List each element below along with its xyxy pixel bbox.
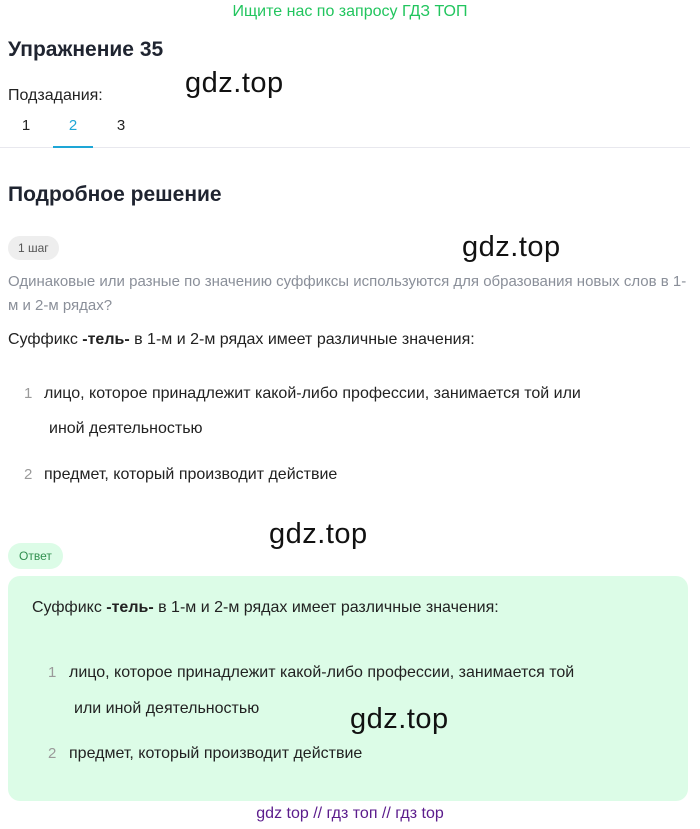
list-item-number: 2 (24, 466, 33, 483)
top-banner: Ищите нас по запросу ГДЗ ТОП (232, 3, 468, 20)
list-item-text: предмет, который производит действие (69, 745, 363, 762)
solution-paragraph (8, 328, 688, 352)
list-item-number: 1 (48, 664, 57, 681)
section-title: Подробное решение (8, 183, 222, 206)
answer-paragraph (32, 596, 672, 620)
exercise-title: Упражнение 35 (8, 38, 164, 61)
paragraph-prefix: Суффикс (32, 599, 107, 616)
watermark: gdz.top (350, 703, 449, 735)
suffix-highlight: -тель- (106, 599, 154, 616)
footer-text: gdz top // гдз топ // гдз top (256, 805, 444, 822)
watermark: gdz.top (185, 67, 284, 99)
paragraph-prefix: Суффикс (8, 331, 83, 348)
paragraph-rest: в 1-м и 2-м рядах имеет различные значения: (129, 331, 475, 348)
subtasks-label: Подзадания: (8, 87, 103, 104)
subtask-tab-1[interactable]: 1 (21, 117, 31, 134)
list-item-text: лицо, которое принадлежит какой-либо профессии, занимается той (69, 664, 575, 681)
answer-box (8, 576, 688, 801)
subtask-tab-2[interactable]: 2 (53, 110, 93, 148)
list-item-text: предмет, который производит действие (44, 466, 338, 483)
answer-badge: Ответ (8, 543, 63, 569)
subtask-tab-3[interactable]: 3 (116, 117, 126, 134)
list-item-text: лицо, которое принадлежит какой-либо профессии, занимается той или (44, 385, 581, 402)
list-item-number: 2 (48, 745, 57, 762)
watermark: gdz.top (269, 518, 368, 550)
list-item-number: 1 (24, 385, 33, 402)
list-item-text-continuation: или иной деятельностью (74, 700, 260, 717)
suffix-highlight: -тель- (82, 331, 130, 348)
list-item-text-continuation: иной деятельностью (49, 420, 203, 437)
subtasks-tabs (0, 110, 690, 148)
paragraph-rest: в 1-м и 2-м рядах имеет различные значения: (153, 599, 499, 616)
question-text: Одинаковые или разные по значению суффиксы используются для образования новых слов в 1-м и 2-м рядах? (8, 273, 687, 314)
watermark: gdz.top (462, 231, 561, 263)
step-badge: 1 шаг (8, 236, 59, 260)
